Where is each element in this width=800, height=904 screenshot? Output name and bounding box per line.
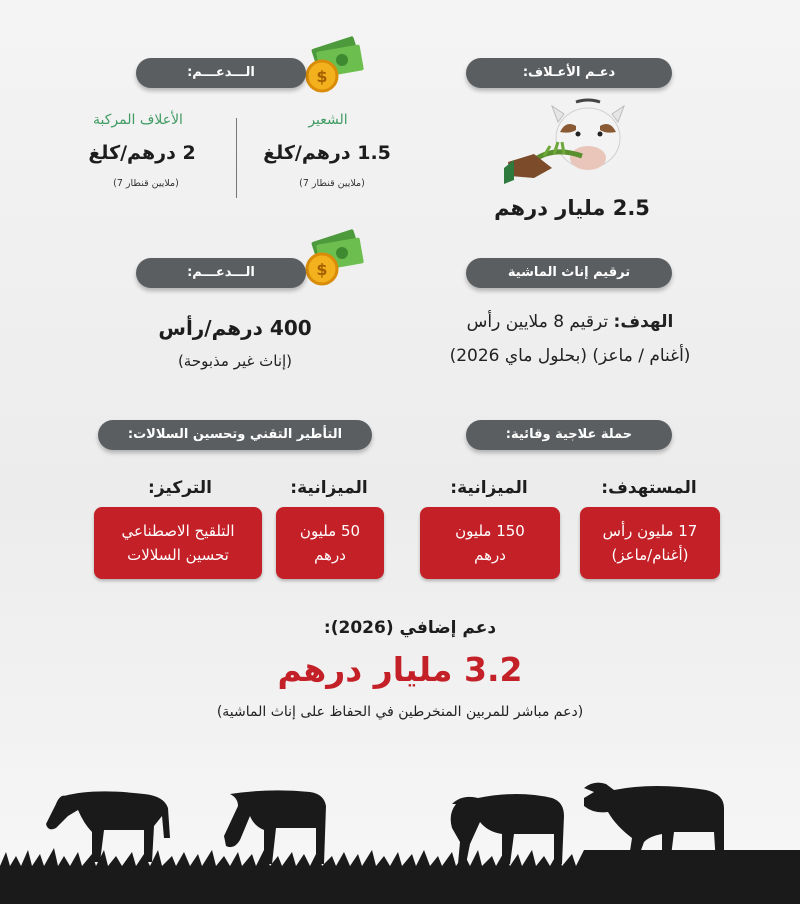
compound-feed-note: (ملايين قنطار 7) — [113, 178, 179, 189]
feed-support-amount: 2.5 مليار درهم — [494, 196, 650, 220]
support-note: (إناث غير مذبوحة) — [177, 352, 293, 370]
campaign-target-box — [580, 507, 720, 579]
tech-budget-box — [276, 507, 384, 579]
support-pill: الـــدعـــم: — [136, 58, 306, 88]
campaign-budget-label: الميزانية: — [450, 478, 528, 498]
tagging-pill: ترقيم إناث الماشية — [466, 258, 672, 288]
tech-budget-value: 50 مليون درهم — [299, 522, 361, 564]
campaign-target-value: 17 مليون رأس (أغنام/ماعز) — [602, 522, 698, 564]
goal-text: ترقيم 8 ملايين رأس — [466, 312, 609, 332]
compound-feed-label: الأعلاف المركبة — [93, 112, 183, 128]
money-icon — [294, 36, 366, 96]
cow-feeding-icon — [504, 98, 630, 190]
goal-label: الهدف: — [613, 312, 674, 332]
feed-support-pill: دعـم الأعـلاف: — [466, 58, 672, 88]
svg-text:$: $ — [316, 67, 328, 86]
divider — [236, 118, 237, 198]
tech-focus-label: التركيز: — [148, 478, 212, 498]
extra-support-amount: 3.2 مليار درهم — [277, 650, 523, 689]
tech-focus-value: التلقيح الاصطناعي تحسين السلالات — [121, 522, 235, 564]
money-icon — [294, 228, 366, 290]
campaign-budget-value: 150 مليون درهم — [455, 522, 525, 564]
tagging-goal-sub: (أغنام / ماعز) (بحلول ماي 2026) — [449, 346, 691, 366]
extra-support-title: دعم إضافي (2026): — [323, 618, 497, 638]
campaign-budget-box — [420, 507, 560, 579]
compound-feed-price: 2 درهم/كلغ — [88, 142, 196, 164]
tech-focus-box — [94, 507, 262, 579]
tagging-goal — [424, 312, 716, 332]
barley-price: 1.5 درهم/كلغ — [263, 142, 391, 164]
cow-silhouette-icon — [0, 770, 800, 904]
tech-pill: التأطير التقني وتحسين السلالات: — [98, 420, 372, 450]
extra-support-note: (دعم مباشر للمربين المنخرطين في الحفاظ على إناث الماشية) — [216, 704, 584, 720]
svg-text:$: $ — [316, 260, 328, 279]
campaign-pill: حملة علاجية وقائية: — [466, 420, 672, 450]
support-pill: الـــدعـــم: — [136, 258, 306, 288]
support-amount: 400 درهم/رأس — [158, 316, 312, 340]
campaign-target-label: المستهدف: — [601, 478, 697, 498]
barley-label: الشعير — [308, 112, 348, 128]
barley-note: (ملايين قنطار 7) — [299, 178, 365, 189]
tech-budget-label: الميزانية: — [290, 478, 368, 498]
